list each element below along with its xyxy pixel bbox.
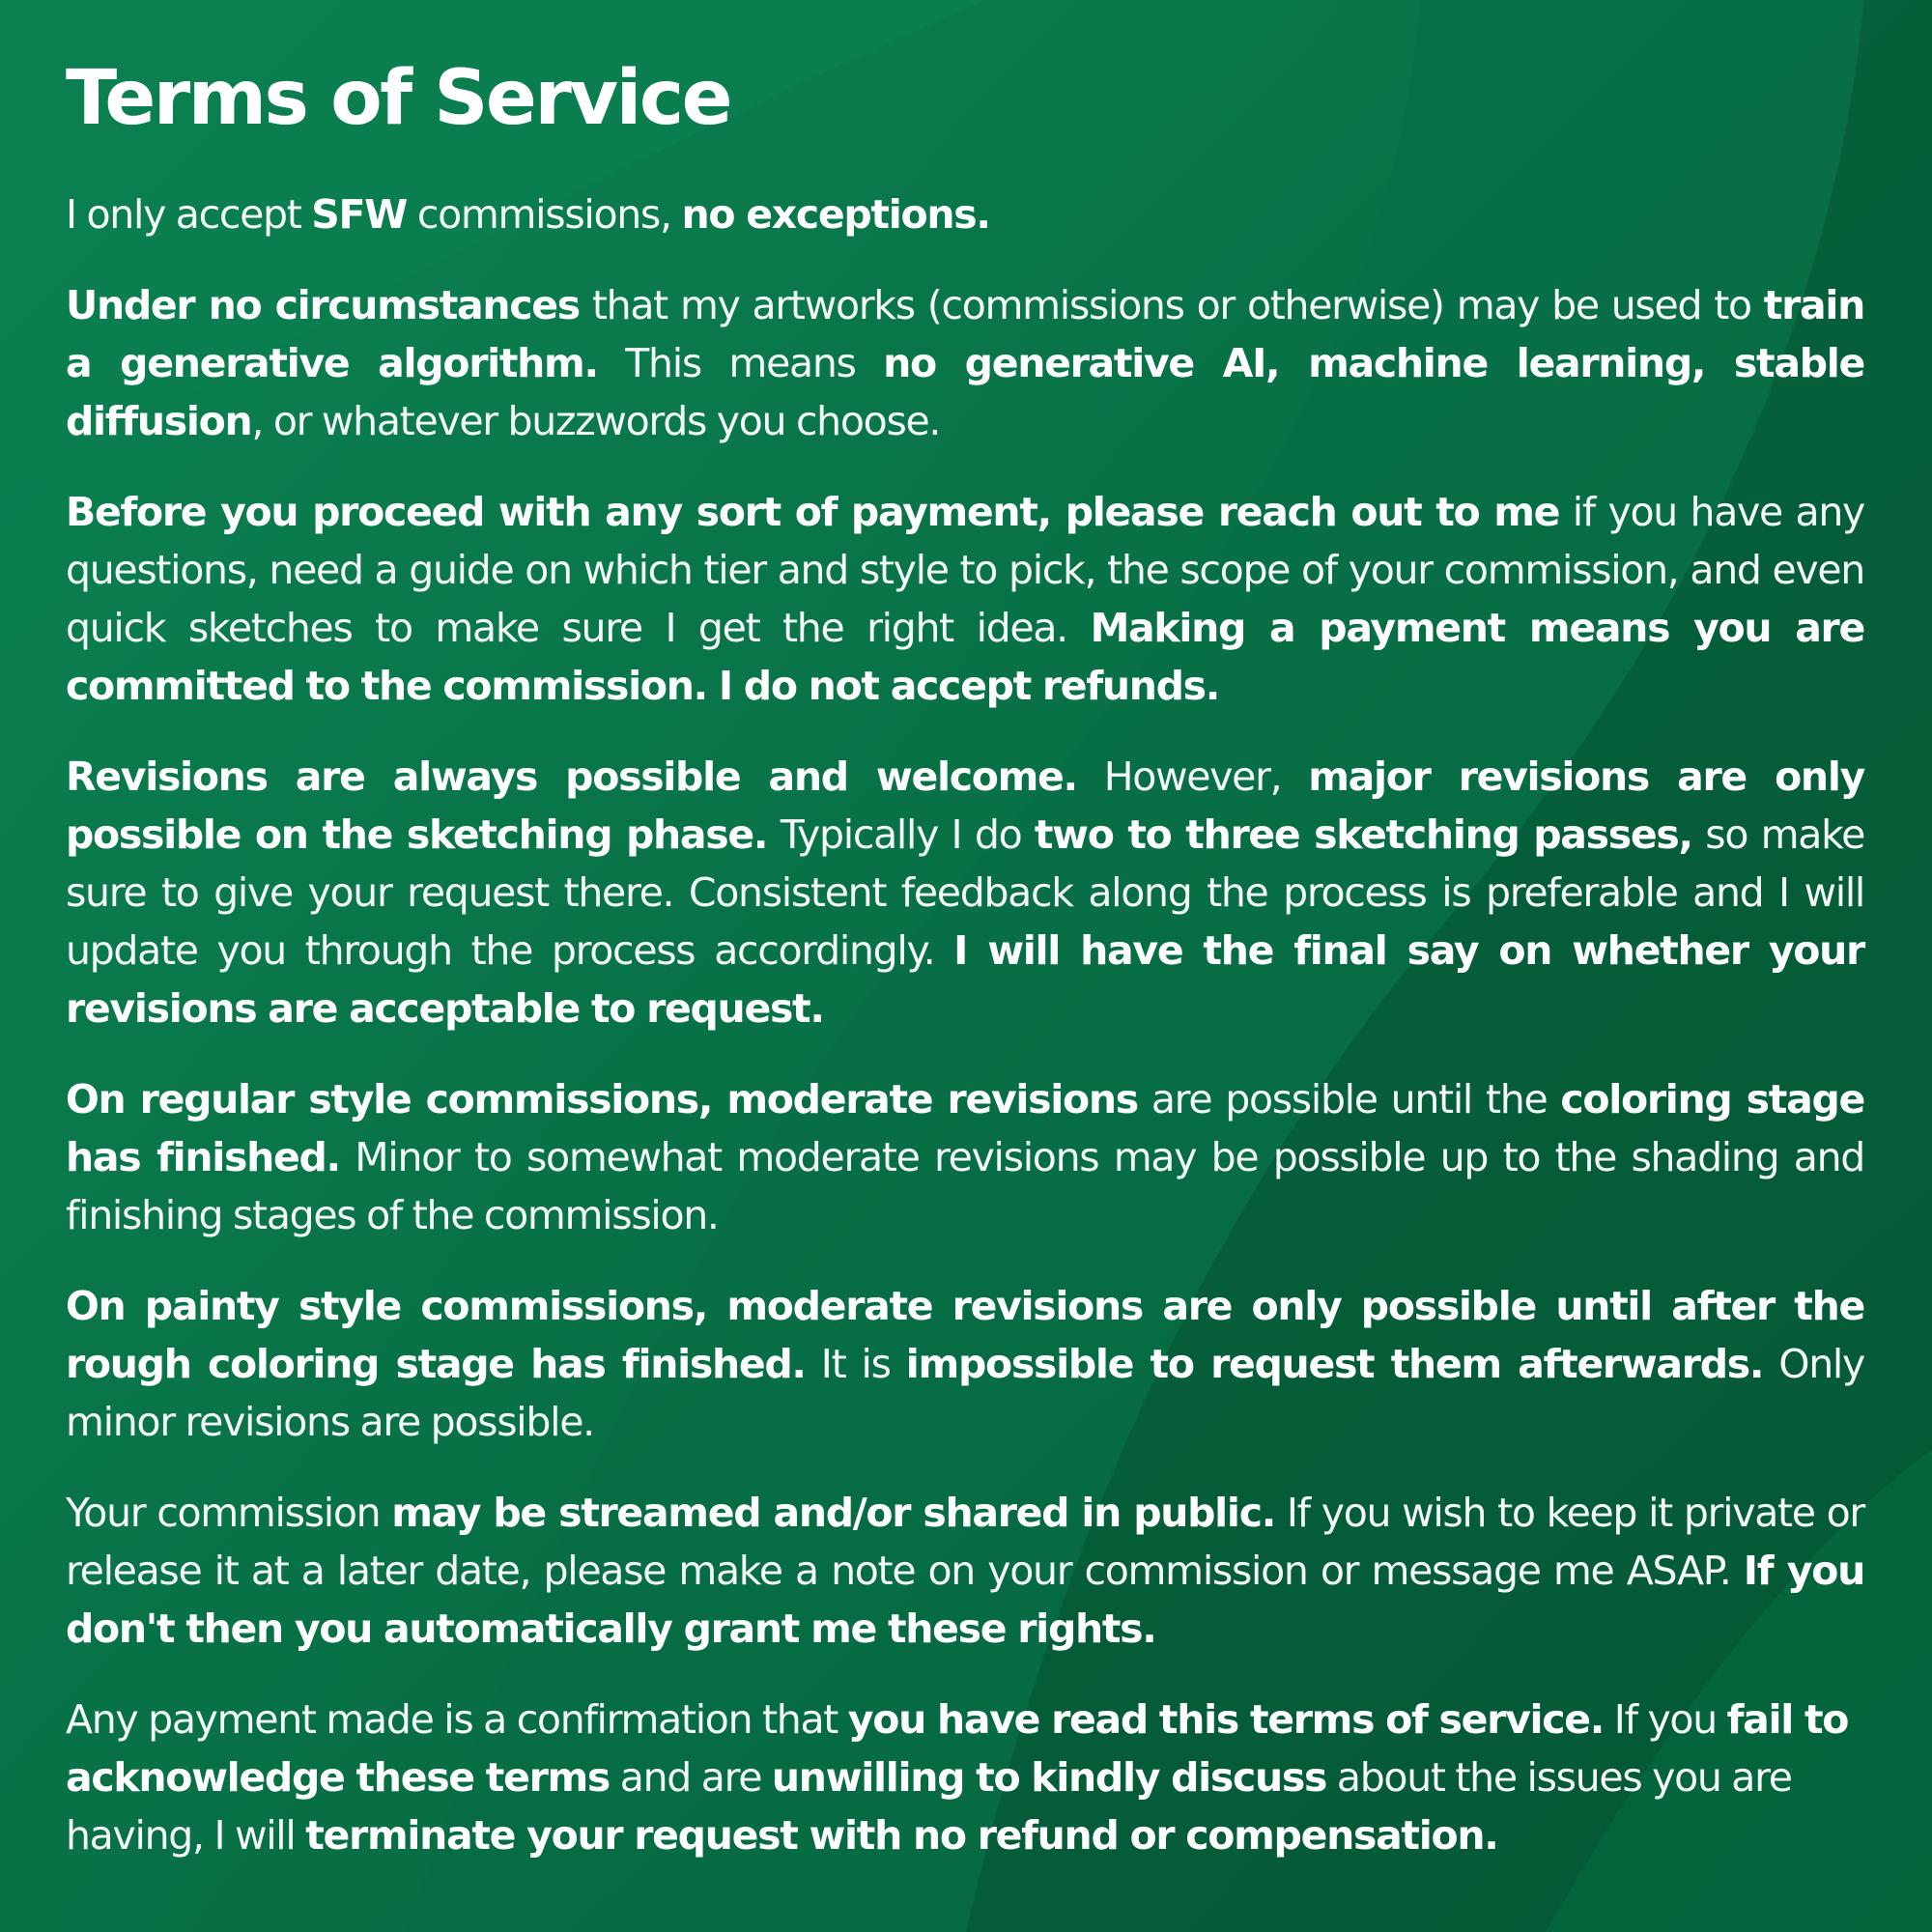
bold-text: I will have the final say on whether your revisions are acceptable to request. xyxy=(66,927,1864,1032)
page-title: Terms of Service xyxy=(66,55,731,142)
text: Typically I do xyxy=(767,811,1035,858)
bold-text: impossible to request them afterwards. xyxy=(905,1341,1764,1387)
bold-text: terminate your request with no refund or compensation. xyxy=(305,1812,1498,1859)
bold-text: coloring stage has finished. xyxy=(66,1076,1865,1180)
bold-text: unwilling to kindly discuss xyxy=(771,1754,1327,1801)
terms-paragraph-7 xyxy=(66,1484,1864,1658)
text: about the issues you are having, I will xyxy=(66,1754,1792,1859)
terms-paragraph-3 xyxy=(66,483,1864,715)
text: , or whatever buzzwords you choose. xyxy=(251,398,941,444)
terms-paragraphs xyxy=(66,185,1864,1864)
terms-paragraph-1 xyxy=(66,185,1864,243)
text: I only accept xyxy=(66,191,312,238)
text: This means xyxy=(597,340,884,386)
text: Any payment made is a confirmation that xyxy=(66,1696,848,1743)
terms-paragraph-6 xyxy=(66,1277,1864,1451)
terms-content xyxy=(66,50,1864,1897)
bold-text: Revisions are always possible and welcome. xyxy=(66,753,1077,800)
text: and are xyxy=(610,1754,772,1801)
bold-text: On painty style commissions, moderate revisions are only possible until after the rough coloring stage has finished. xyxy=(66,1283,1864,1387)
terms-paragraph-2 xyxy=(66,276,1864,450)
text: Your commission xyxy=(66,1490,392,1536)
text: Only minor revisions are possible. xyxy=(66,1341,1864,1445)
text: Minor to somewhat moderate revisions may be possible up to the shading and finishing stages of the commission. xyxy=(66,1134,1864,1238)
terms-paragraph-5 xyxy=(66,1070,1864,1244)
text: are possible until the xyxy=(1137,1076,1561,1122)
terms-paragraph-4 xyxy=(66,748,1864,1037)
text: However, xyxy=(1076,753,1309,800)
bold-text: major revisions are only possible on the sketching phase. xyxy=(66,753,1865,858)
text: It is xyxy=(805,1341,906,1387)
bold-text: Before you proceed with any sort of payment, please reach out to me xyxy=(66,489,1560,535)
bold-text: train a generative algorithm. xyxy=(66,282,1864,386)
text: If you wish to keep it private or release it at a later date, please make a note on your commission or message me ASAP. xyxy=(66,1490,1864,1594)
bold-text: you have read this terms of service. xyxy=(847,1696,1605,1743)
bold-text: Making a payment means you are committed to the commission. I do not accept refunds. xyxy=(66,605,1864,709)
bold-text: Under no circumstances xyxy=(66,282,580,328)
bold-text: may be streamed and/or shared in public. xyxy=(391,1490,1275,1536)
terms-paragraph-8 xyxy=(66,1690,1864,1864)
bold-text: two to three sketching passes, xyxy=(1034,811,1692,858)
bold-text: fail to acknowledge these terms xyxy=(66,1696,1849,1801)
bold-text: no generative AI, machine learning, stable diffusion xyxy=(66,340,1865,444)
text: If you xyxy=(1604,1696,1727,1743)
text: if you have any questions, need a guide on which tier and style to pick, the scope of your commission, and even quick sketches to make sure I get the right idea. xyxy=(66,489,1864,651)
bold-text: On regular style commissions, moderate revisions xyxy=(66,1076,1138,1122)
text: so make sure to give your request there. Consistent feedback along the process is preferable and I will update you through the process accordingly. xyxy=(66,811,1864,974)
bold-text: no exceptions. xyxy=(681,191,990,238)
bold-text: If you don't then you automatically grant me these rights. xyxy=(66,1548,1864,1652)
text: that my artworks (commissions or otherwise) may be used to xyxy=(579,282,1764,328)
text: commissions, xyxy=(407,191,682,238)
bold-text: SFW xyxy=(311,191,408,238)
